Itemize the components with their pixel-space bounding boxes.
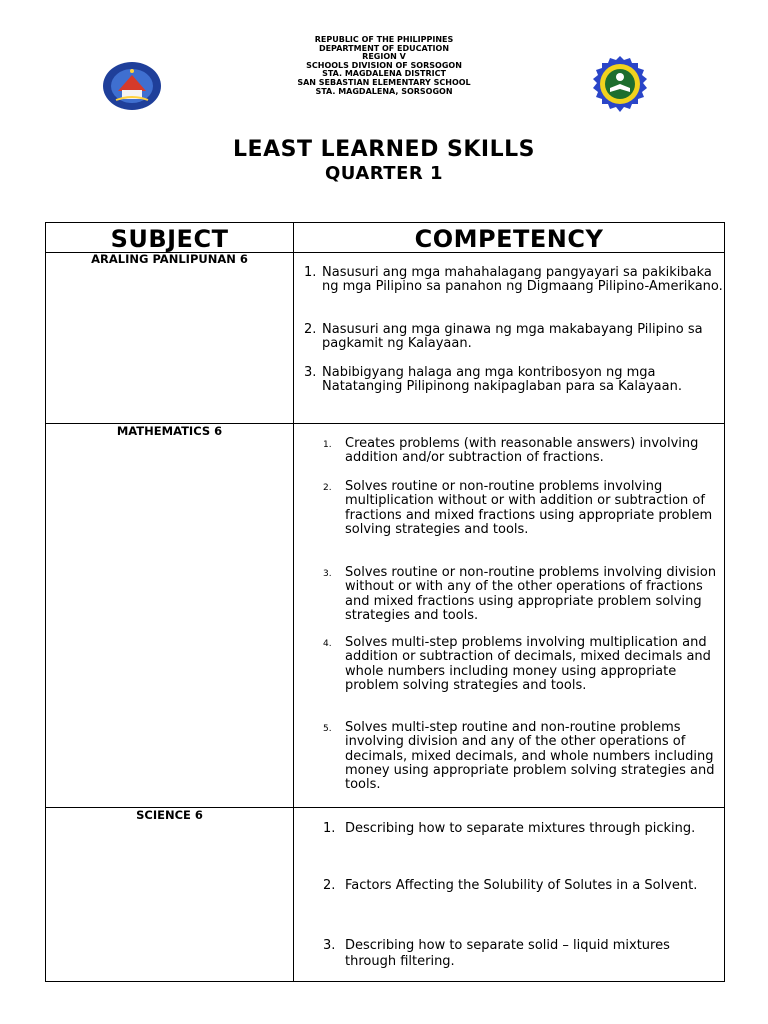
competency-text: Solves multi-step routine and non-routine problems involving division and any of the other operations of decimals, mixed decimals, and whole numbers including money using appropriate problem solving strategies and tools. <box>345 720 715 793</box>
document-subtitle: QUARTER 1 <box>324 163 444 184</box>
subject-cell: MATHEMATICS 6 <box>116 424 223 438</box>
competency-text: Solves multi-step problems involving multiplication and addition or subtraction of decimals, mixed decimals and whole numbers including money using appropriate problem solving strategies and tools. <box>345 635 711 693</box>
column-divider <box>293 223 294 981</box>
column-header-competency: COMPETENCY <box>414 225 604 253</box>
list-item: 1. Nasusuri ang mga mahahalagang pangyayari sa pakikibaka ng mga Pilipino sa panahon ng Digmaang Pilipino-Amerikano. <box>296 266 724 295</box>
letterhead <box>234 36 534 96</box>
competency-text: Solves routine or non-routine problems involving division without or with any of the other operations of fractions and mixed fractions using appropriate problem solving strategies and tools. <box>345 565 717 623</box>
competency-text: Creates problems (with reasonable answers) involving addition and/or subtraction of fractions. <box>345 436 699 466</box>
competency-table <box>45 222 725 982</box>
competency-text: Nasusuri ang mga mahahalagang pangyayari sa pakikibaka ng mga Pilipino sa panahon ng Digmaang Pilipino-Amerikano. <box>322 265 723 295</box>
competency-text: Solves routine or non-routine problems involving multiplication without or with addition or subtraction of fractions and mixed fractions using appropriate problem solving strategies and tools. <box>345 479 713 537</box>
column-header-subject: SUBJECT <box>110 225 229 253</box>
list-item: 1. Creates problems (with reasonable answers) involving addition and/or subtraction of fractions. <box>296 437 724 466</box>
list-item: 2. Nasusuri ang mga ginawa ng mga makabayang Pilipino sa pagkamit ng Kalayaan. <box>296 323 724 352</box>
list-item: 4. Solves multi-step problems involving multiplication and addition or subtraction of decimals, mixed decimals and whole numbers including money using appropriate problem solving strategies and tools. <box>296 636 724 693</box>
letterhead-line: STA. MAGDALENA, SORSOGON <box>315 86 453 96</box>
letterhead-line: REGION V <box>362 52 406 62</box>
competency-text: Factors Affecting the Solubility of Solutes in a Solvent. <box>345 878 698 893</box>
letterhead-line: STA. MAGDALENA DISTRICT <box>322 69 446 79</box>
letterhead-line: SAN SEBASTIAN ELEMENTARY SCHOOL <box>297 77 471 87</box>
document-title: LEAST LEARNED SKILLS <box>233 137 535 162</box>
list-item: 5. Solves multi-step routine and non-routine problems involving division and any of the other operations of decimals, mixed decimals, and whole numbers including money using appropriate problem solving strategies and tools. <box>296 721 724 792</box>
list-item: 2. Factors Affecting the Solubility of Solutes in a Solvent. <box>296 878 724 894</box>
letterhead-line: DEPARTMENT OF EDUCATION <box>318 43 450 53</box>
competency-text: Describing how to separate mixtures through picking. <box>345 821 696 836</box>
list-item: 3. Solves routine or non-routine problems involving division without or with any of the other operations of fractions and mixed fractions using appropriate problem solving strategies and tools. <box>296 566 724 623</box>
list-item: 3. Nabibigyang halaga ang mga kontribosyon ng mga Natatanging Pilipinong nakipaglaban para sa Kalayaan. <box>296 366 724 395</box>
letterhead-line: REPUBLIC OF THE PHILIPPINES <box>314 35 454 44</box>
list-item: 1. Describing how to separate mixtures through picking. <box>296 821 724 837</box>
subject-cell: ARALING PANLIPUNAN 6 <box>91 252 248 266</box>
subject-cell: SCIENCE 6 <box>136 808 203 822</box>
deped-seal-icon <box>102 61 162 111</box>
list-item: 2. Solves routine or non-routine problems involving multiplication without or with addition or subtraction of fractions and mixed fractions using appropriate problem solving strategies and tools. <box>296 480 724 537</box>
competency-text: Nasusuri ang mga ginawa ng mga makabayang Pilipino sa pagkamit ng Kalayaan. <box>322 322 703 352</box>
competency-text: Nabibigyang halaga ang mga kontribosyon ng mga Natatanging Pilipinong nakipaglaban para sa Kalayaan. <box>322 365 682 395</box>
list-item: 3. Describing how to separate solid – liquid mixtures through filtering. <box>296 938 724 969</box>
letterhead-line: SCHOOLS DIVISION OF SORSOGON <box>306 60 462 70</box>
school-seal-icon <box>588 55 652 113</box>
competency-text: Describing how to separate solid – liquid mixtures through filtering. <box>345 938 670 969</box>
